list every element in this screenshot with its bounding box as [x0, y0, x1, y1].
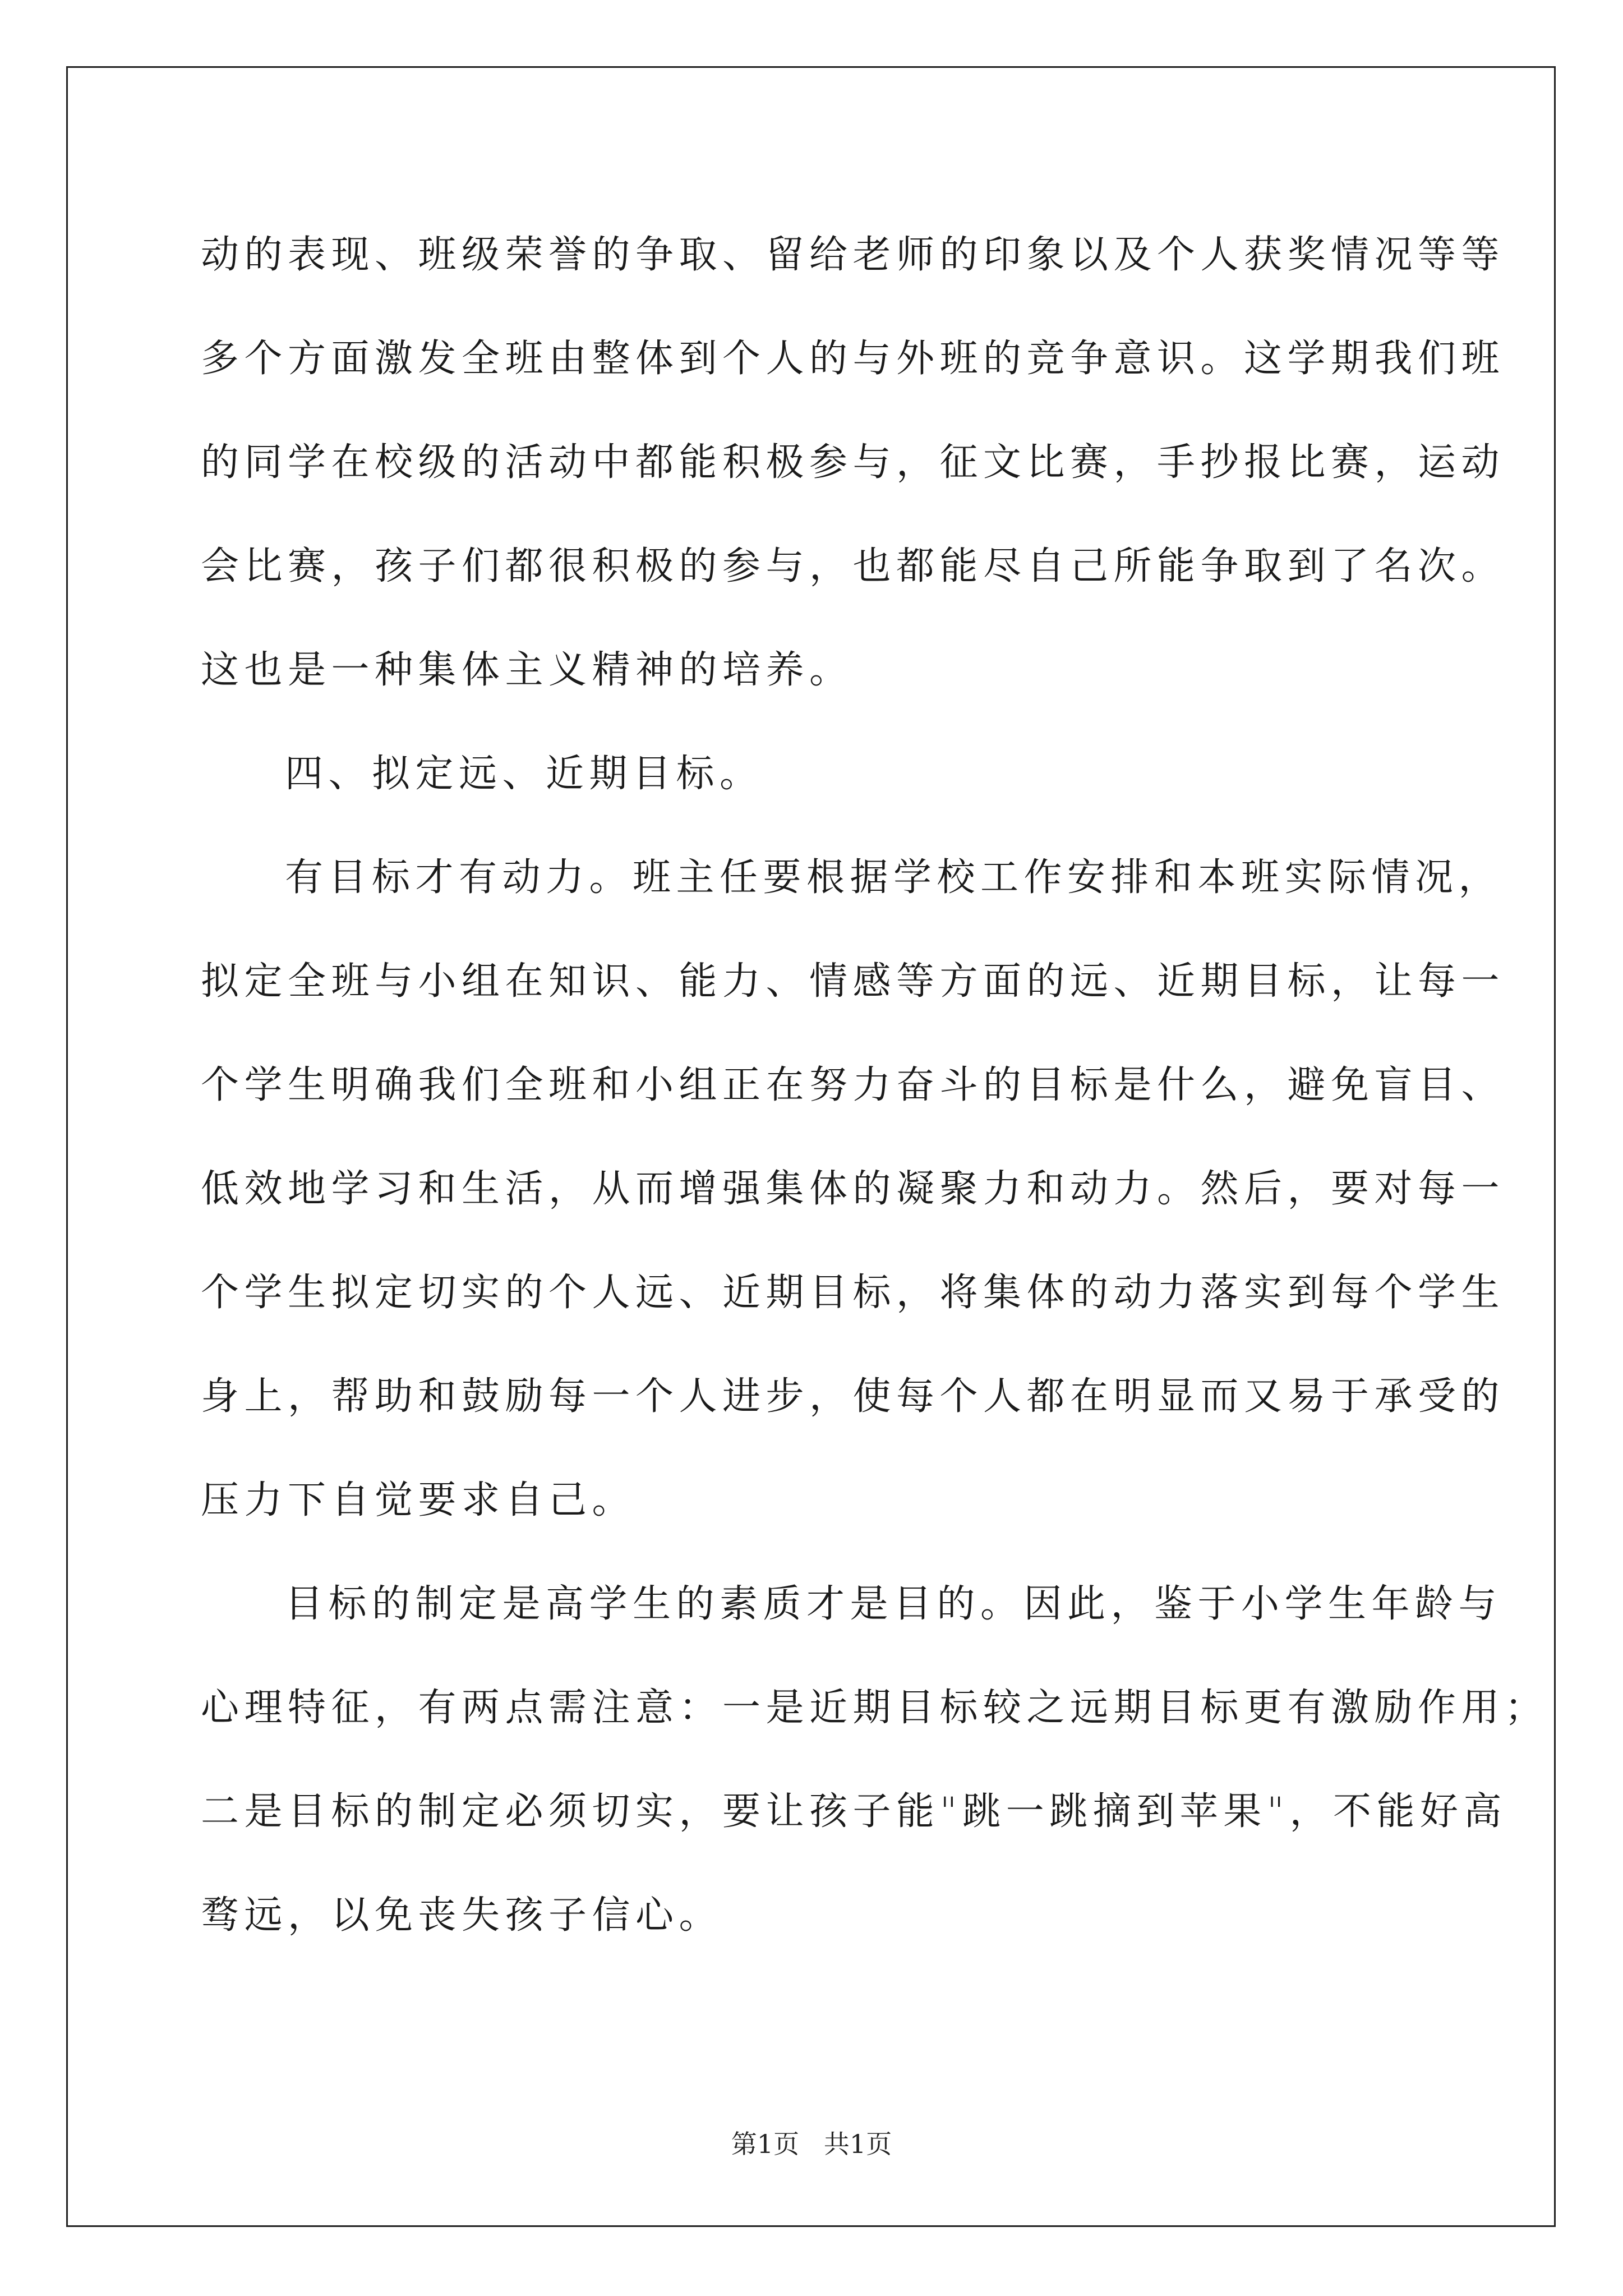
text-line: 心理特征，有两点需注意：一是近期目标较之远期目标更有激励作用； [201, 1686, 1548, 1730]
text-line: 个学生明确我们全班和小组正在努力奋斗的目标是什么，避免盲目、 [201, 1063, 1505, 1107]
page-footer: 第1页 共1页 [731, 2129, 892, 2159]
text-line: 会比赛，孩子们都很积极的参与，也都能尽自己所能争取到了名次。 [201, 544, 1505, 588]
text-line: 有目标才有动力。班主任要根据学校工作安排和本班实际情况， [285, 855, 1502, 900]
text-line: 拟定全班与小组在知识、能力、情感等方面的远、近期目标，让每一 [201, 959, 1505, 1004]
text-line: 个学生拟定切实的个人远、近期目标，将集体的动力落实到每个学生 [201, 1271, 1505, 1315]
text-line: 低效地学习和生活，从而增强集体的凝聚力和动力。然后，要对每一 [201, 1167, 1505, 1211]
text-line: 目标的制定是高学生的素质才是目的。因此，鉴于小学生年龄与 [285, 1582, 1502, 1626]
text-line: 二是目标的制定必须切实，要让孩子能"跳一跳摘到苹果"，不能好高 [201, 1789, 1507, 1834]
text-line: 这也是一种集体主义精神的培养。 [201, 648, 853, 692]
text-line: 多个方面激发全班由整体到个人的与外班的竞争意识。这学期我们班 [201, 337, 1505, 381]
text-line: 动的表现、班级荣誉的争取、留给老师的印象以及个人获奖情况等等 [201, 233, 1505, 277]
text-line: 骛远，以免丧失孩子信心。 [201, 1893, 723, 1938]
text-line: 身上，帮助和鼓励每一个人进步，使每个人都在明显而又易于承受的 [201, 1374, 1505, 1419]
document-body [201, 203, 1548, 1967]
text-line: 的同学在校级的活动中都能积极参与，征文比赛，手抄报比赛，运动 [201, 440, 1505, 485]
section-heading: 四、拟定远、近期目标。 [285, 752, 763, 796]
text-line: 压力下自觉要求自己。 [201, 1478, 636, 1522]
